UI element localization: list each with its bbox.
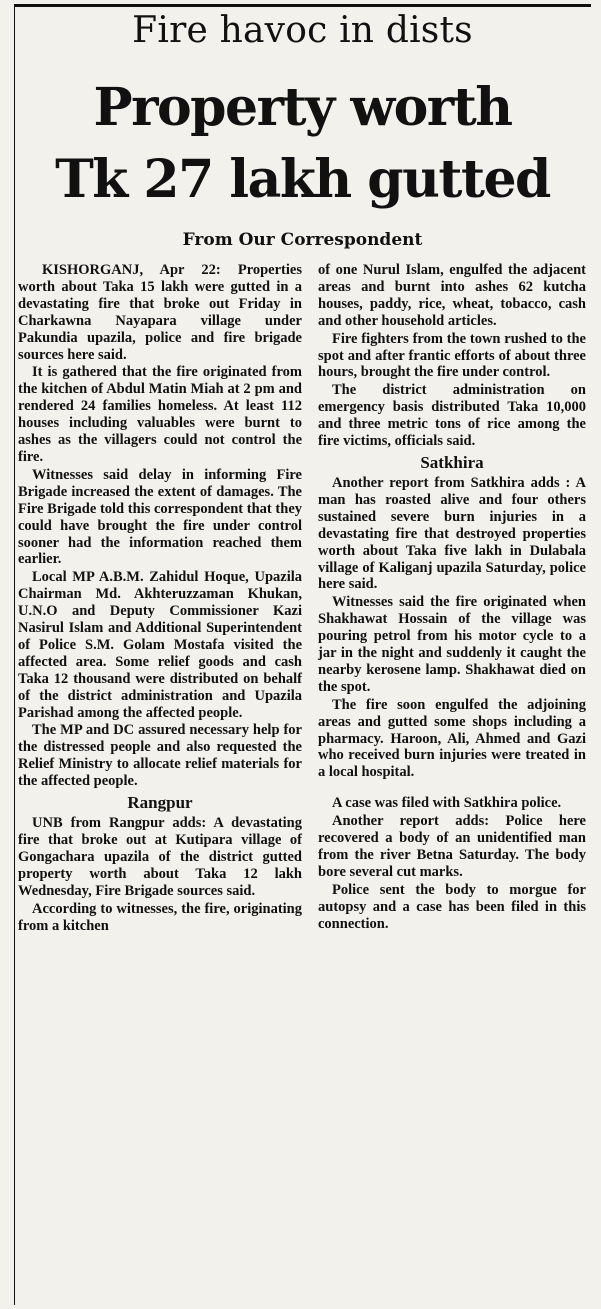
paragraph: Witnesses said the fire originated when Shakhawat Hossain of the village was pouring petrol from his motor cycle to a jar in the night and suddenly it caught the nearby kerosene lamp. Shakhawat died on the spot.: [318, 594, 586, 695]
paragraph: Another report adds: Police here recovered a body of an unidentified man from the river Betna Saturday. The body bore several cut marks.: [318, 813, 586, 880]
paragraph: The district administration on emergency basis distributed Taka 10,000 and three metric tons of rice among the fire victims, officials said.: [318, 382, 586, 450]
paragraph: Local MP A.B.M. Zahidul Hoque, Upazila Chairman Md. Akhteruzzaman Khukan, U.N.O and Deputy Commissioner Kazi Nasirul Islam and Additional Superintendent of Police S.M. Golam Mostafa visited the affected area. Some relief goods and cash Taka 12 thousand were distributed on behalf of the district administration and Upazila Parishad among the affected people.: [18, 569, 302, 721]
paragraph: Another report from Satkhira adds : A man has roasted alive and four others sustained severe burn injuries in a devastating fire that destroyed properties worth about Taka five lakh in Dulabala village of Kaliganj upazila Saturday, police here said.: [318, 474, 586, 593]
top-rule: [14, 4, 591, 7]
subhead-rangpur: Rangpur: [127, 793, 193, 813]
headline-line-1: Property worth: [93, 77, 512, 138]
paragraph: The MP and DC assured necessary help for the distressed people and also requested the Relief Ministry to allocate relief materials for the affected people.: [18, 722, 302, 790]
paragraph: Fire fighters from the town rushed to the spot and after frantic efforts of about three hours, brought the fire under control.: [318, 330, 586, 381]
paragraph: A case was filed with Satkhira police.: [332, 795, 562, 812]
subhead-satkhira: Satkhira: [420, 452, 484, 472]
paragraph: of one Nurul Islam, engulfed the adjacent areas and burnt into ashes 62 kutcha houses, paddy, rice, wheat, tobacco, cash and other household articles.: [318, 262, 586, 329]
kicker-headline: Fire havoc in dists: [132, 10, 473, 51]
main-headline: [14, 72, 591, 216]
headline-line-2: Tk 27 lakh gutted: [55, 149, 550, 210]
paragraph: Witnesses said delay in informing Fire Brigade increased the extent of damages. The Fire Brigade told this correspondent that they could have brought the fire under control sooner had the information reached them earlier.: [18, 466, 302, 568]
paragraph: UNB from Rangpur adds: A devastating fire that broke out at Kutipara village of Gongachara upazila of the district gutted property worth about Taka 12 lakh Wednesday, Fire Brigade sources said.: [18, 815, 302, 899]
byline: From Our Correspondent: [182, 230, 423, 250]
paragraph: KISHORGANJ, Apr 22: Properties worth about Taka 15 lakh were gutted in a devastating fire that broke out Friday in Charkawna Nayapara village under Pakundia upazila, police and fire brigade sources here said.: [18, 262, 302, 363]
paragraph: Police sent the body to morgue for autopsy and a case has been filed in this connection.: [318, 881, 586, 932]
paragraph: It is gathered that the fire originated from the kitchen of Abdul Matin Miah at 2 pm and rendered 24 families homeless. At least 112 houses including valuables were burnt to ashes as the villagers could not control the fire.: [18, 364, 302, 465]
right-column: [318, 262, 586, 934]
left-column: [18, 262, 302, 935]
paragraph: The fire soon engulfed the adjoining areas and gutted some shops including a pharmacy. Haroon, Ali, Ahmed and Gazi who received burn injuries were treated in a local hospital.: [318, 696, 586, 781]
paragraph: According to witnesses, the fire, originating from a kitchen: [18, 900, 302, 934]
